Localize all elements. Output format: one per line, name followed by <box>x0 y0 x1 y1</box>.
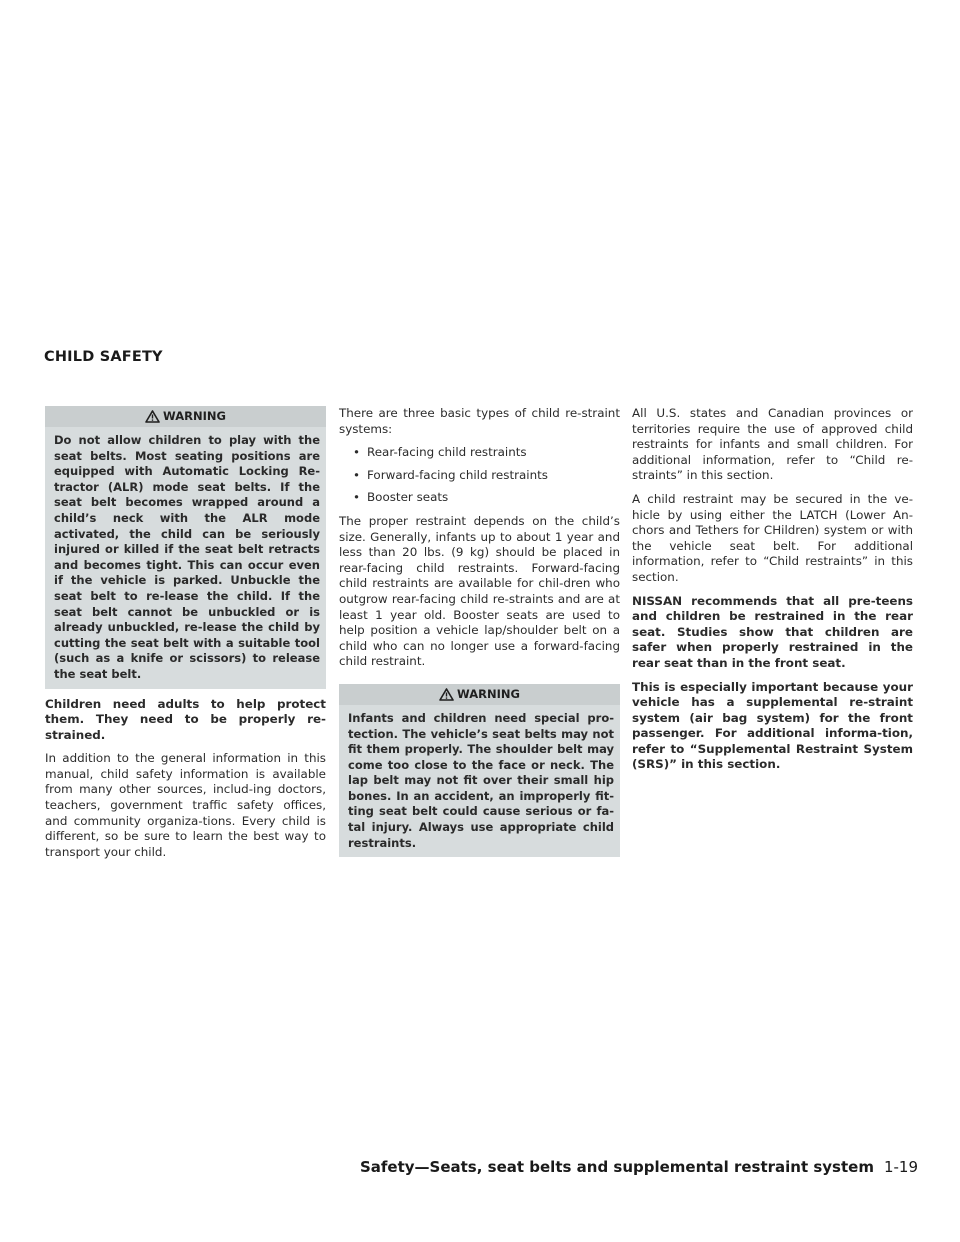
section-title: CHILD SAFETY <box>44 349 163 365</box>
page-number: 1-19 <box>883 1158 918 1176</box>
warning-box <box>45 406 326 689</box>
warning-label: WARNING <box>163 408 226 423</box>
column-3 <box>632 406 913 781</box>
warning-header <box>339 684 620 705</box>
column-1 <box>45 406 326 868</box>
warning-triangle-icon <box>145 410 160 423</box>
warning-box <box>339 684 620 857</box>
list-item: • Booster seats <box>353 490 620 506</box>
paragraph: A child restraint may be secured in the ve-hicle by using either the LATCH (Lower An-chors and Tethers for CHildren) system or with the vehicle seat belt. For additional information, refer to “Child restraints” in this section. <box>632 491 913 584</box>
warning-text: Infants and children need special pro-tection. The vehicle’s seat belts may not fit them properly. The shoulder belt may come too close to the face or neck. The lap belt may not fit over their small hip bones. In an accident, an improperly fit-ting seat belt could cause serious or fa-tal injury. Always use appropriate child restraints. <box>348 710 614 850</box>
warning-text: Do not allow children to play with the seat belts. Most seating positions are equipped with Automatic Locking Re-tractor (ALR) mode seat belts. If the seat belt becomes wrapped around a child’s neck with the ALR mode activated, the child can be seriously injured or killed if the seat belt retracts and becomes tight. This can occur even if the vehicle is parked. Unbuckle the seat belt to re-lease the child. If the seat belt cannot be unbuckled or is already unbuckled, re-lease the child by cutting the seat belt with a suitable tool (such as a knife or scissors) to release the seat belt. <box>54 433 320 681</box>
page-footer <box>360 1158 918 1176</box>
warning-label: WARNING <box>457 686 520 701</box>
paragraph-bold: NISSAN recommends that all pre-teens and children be restrained in the rear seat. Studies show that children are safer when properly restrained in the rear seat than in the front seat. <box>632 593 913 670</box>
paragraph: All U.S. states and Canadian provinces or territories require the use of approved child restraints for infants and small children. For additional information, refer to “Child re-straints” in this section. <box>632 406 913 483</box>
paragraph: In addition to the general information in this manual, child safety information is available from many other sources, includ-ing doctors, teachers, government traffic safety offices, and community organiza-tions. Every child is different, so be sure to learn the best way to transport your child. <box>45 751 326 859</box>
paragraph-bold: This is especially important because your vehicle has a supplemental re-straint system (air bag system) for the front passenger. For additional informa-tion, refer to “Supplemental Restraint System (SRS)” in this section. <box>632 679 913 772</box>
list-item: • Forward-facing child restraints <box>353 468 620 484</box>
paragraph-bold: Children need adults to help protect them. They need to be properly re-strained. <box>45 696 326 742</box>
list-item: • Rear-facing child restraints <box>353 445 620 461</box>
restraint-types-list <box>339 445 620 506</box>
warning-triangle-icon <box>439 688 454 701</box>
paragraph-intro: There are three basic types of child re-straint systems: <box>339 406 620 436</box>
chapter-title: Safety—Seats, seat belts and supplemental restraint system <box>359 1158 874 1176</box>
warning-header <box>45 406 326 427</box>
paragraph: The proper restraint depends on the child’s size. Generally, infants up to about 1 year and less than 20 lbs. (9 kg) should be placed in rear-facing child restraints. Forward-facing child restraints are available for chil-dren who outgrow rear-facing child re-straints and are at least 1 year old. Booster seats are used to help position a vehicle lap/shoulder belt on a child who can no longer use a forward-facing child restraint. <box>339 513 620 669</box>
column-2 <box>339 406 620 865</box>
